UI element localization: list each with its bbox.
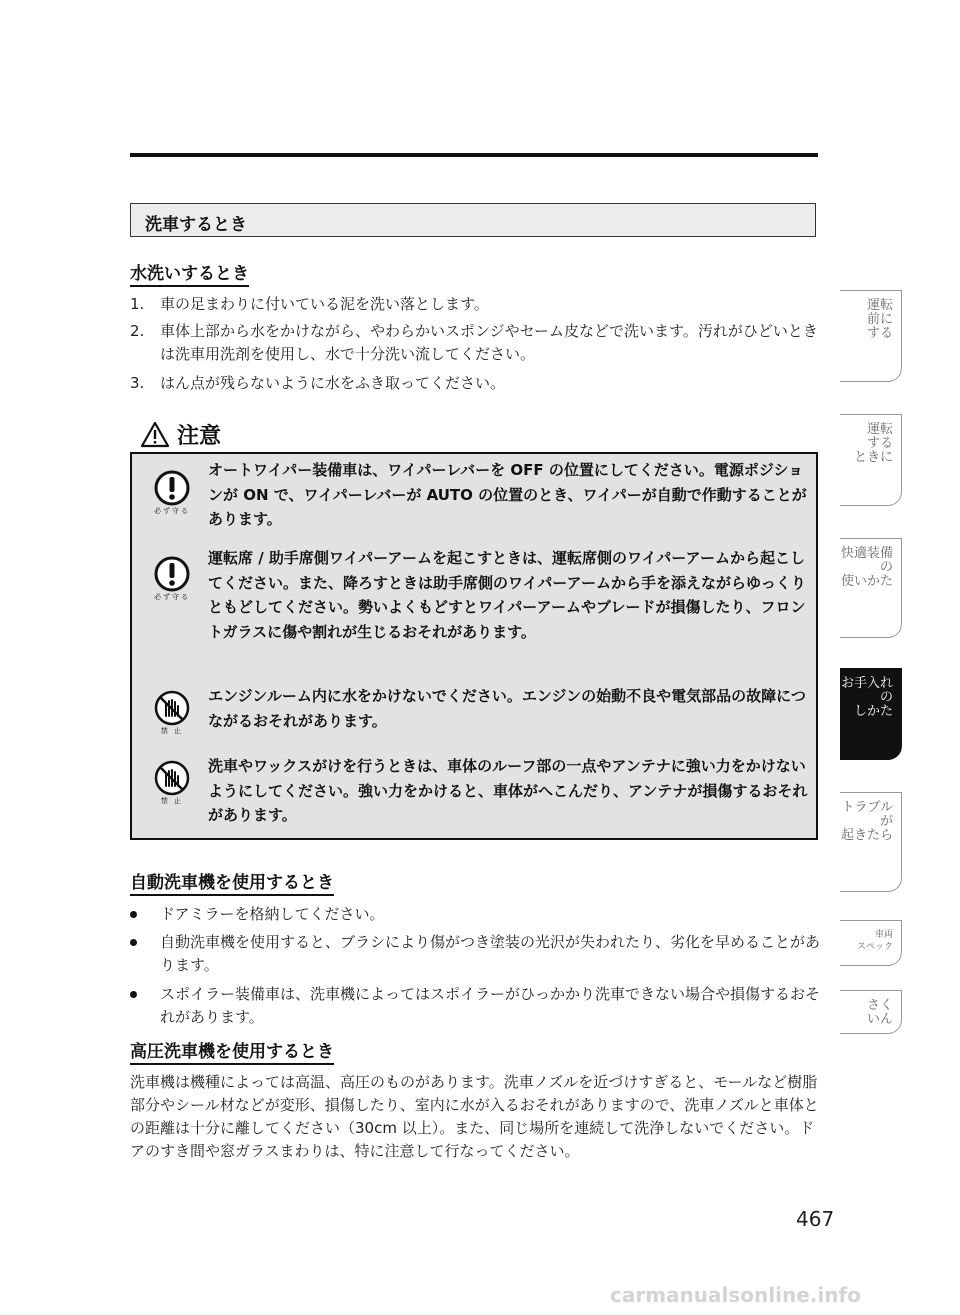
caution-text-3: エンジンルーム内に水をかけないでください。エンジンの始動不良や電気部品の故障につながるおそれがあります。 (208, 687, 806, 730)
section-title: 洗車するとき (145, 215, 247, 235)
icon-label: 必ず守る (154, 593, 190, 601)
tab-troubleshooting[interactable] (840, 792, 902, 892)
no-touch-hand-icon (154, 690, 190, 726)
wash-step-2 (130, 320, 820, 366)
step-text: 車体上部から水をかけながら、やわらかいスポンジやセーム皮などで洗います。汚れがひどいときは洗車用洗剤を使用し、水で十分洗い流してください。 (160, 322, 818, 363)
high-pressure-heading: 高圧洗車機を使用するとき (130, 1037, 334, 1065)
caution-icon-prohibited-2 (150, 760, 194, 806)
caution-text-2: 運転席 / 助手席側ワイパーアームを起こすときは、運転席側のワイパーアームから起こしてください。また、降ろすときは助手席側のワイパーアームから手を添えながらゆっくりともどしてください。勢いよくもどすとワイパーアームやブレードが損傷したり、フロントガラスに傷や割れが生じるおそれがあります。 (208, 549, 806, 641)
step-number: 3. (130, 374, 145, 392)
bullet-dot (130, 991, 137, 998)
bullet-text: ドアミラーを格納してください。 (160, 905, 385, 923)
icon-label: 必ず守る (154, 507, 190, 515)
step-text: 車の足まわりに付いている泥を洗い落とします。 (160, 295, 489, 313)
auto-wash-heading: 自動洗車機を使用するとき (130, 868, 334, 896)
tab-label: さく いん (866, 998, 893, 1027)
caution-title: 注意 (177, 424, 222, 449)
caution-icon-mandatory-2 (150, 556, 194, 602)
watermark: carmanualsonline.info (610, 1283, 861, 1307)
warning-triangle-icon (140, 421, 170, 448)
tab-comfort-features[interactable] (840, 538, 902, 638)
auto-wash-bullet-1 (130, 903, 820, 926)
bullet-text: スポイラー装備車は、洗車機によってはスポイラーがひっかかり洗車できない場合や損傷するおそれがあります。 (160, 985, 821, 1026)
auto-wash-bullet-2 (130, 931, 820, 977)
tab-label: トラブル が 起きたら (840, 800, 893, 843)
tab-label: 運転 前に する (866, 298, 893, 341)
caution-icon-mandatory-1 (150, 470, 194, 516)
step-number: 1. (130, 295, 145, 313)
tab-driving[interactable] (840, 414, 902, 506)
auto-wash-bullet-3 (130, 983, 820, 1029)
bullet-text: 自動洗車機を使用すると、ブラシにより傷がつき塗装の光沢が失われたり、劣化を早めることがあります。 (160, 933, 821, 974)
tab-before-driving[interactable] (840, 290, 902, 382)
icon-label: 禁 止 (160, 727, 184, 735)
step-number: 2. (130, 322, 145, 340)
caution-text-4: 洗車やワックスがけを行うときは、車体のルーフ部の一点やアンテナに強い力をかけないようにしてください。強い力をかけると、車体がへこんだり、アンテナが損傷するおそれがあります。 (208, 757, 808, 824)
tab-label: お手入れ の しかた (840, 676, 893, 719)
bullet-dot (130, 939, 137, 946)
exclamation-icon (154, 470, 190, 506)
caution-text-1: オートワイパー装備車は、ワイパーレバーを OFF の位置にしてください。電源ポジションが ON で、ワイパーレバーが AUTO の位置のとき、ワイパーが自動で作動することがあります。 (208, 461, 807, 528)
no-touch-hand-icon (154, 760, 190, 796)
wash-step-3 (130, 372, 820, 395)
wash-heading: 水洗いするとき (130, 259, 249, 287)
section-title-box (130, 203, 816, 237)
exclamation-icon (154, 556, 190, 592)
bullet-dot (130, 911, 137, 918)
icon-label: 禁 止 (160, 797, 184, 805)
caution-icon-prohibited-1 (150, 690, 194, 736)
tab-index[interactable] (840, 990, 902, 1034)
tab-label: 運転 する ときに (853, 422, 893, 465)
tab-label: 快適装備 の 使いかた (840, 546, 893, 589)
tab-maintenance[interactable] (840, 668, 902, 760)
page-number: 467 (796, 1207, 835, 1231)
tab-label: 車両 スペック (856, 930, 893, 952)
tab-vehicle-spec[interactable] (840, 920, 902, 966)
wash-step-1 (130, 293, 820, 316)
high-pressure-text: 洗車機は機種によっては高温、高圧のものがあります。洗車ノズルを近づけすぎると、モールなど樹脂部分やシール材などが変形、損傷したり、室内に水が入るおそれがありますので、洗車ノズルと車体との距離は十分に離してください（30cm 以上）。また、同じ場所を連続して洗浄しないでください。ドアのすき間や窓ガラスまわりは、特に注意して行なってください。 (130, 1073, 819, 1160)
step-text: はん点が残らないように水をふき取ってください。 (160, 374, 506, 392)
top-rule (130, 153, 818, 157)
